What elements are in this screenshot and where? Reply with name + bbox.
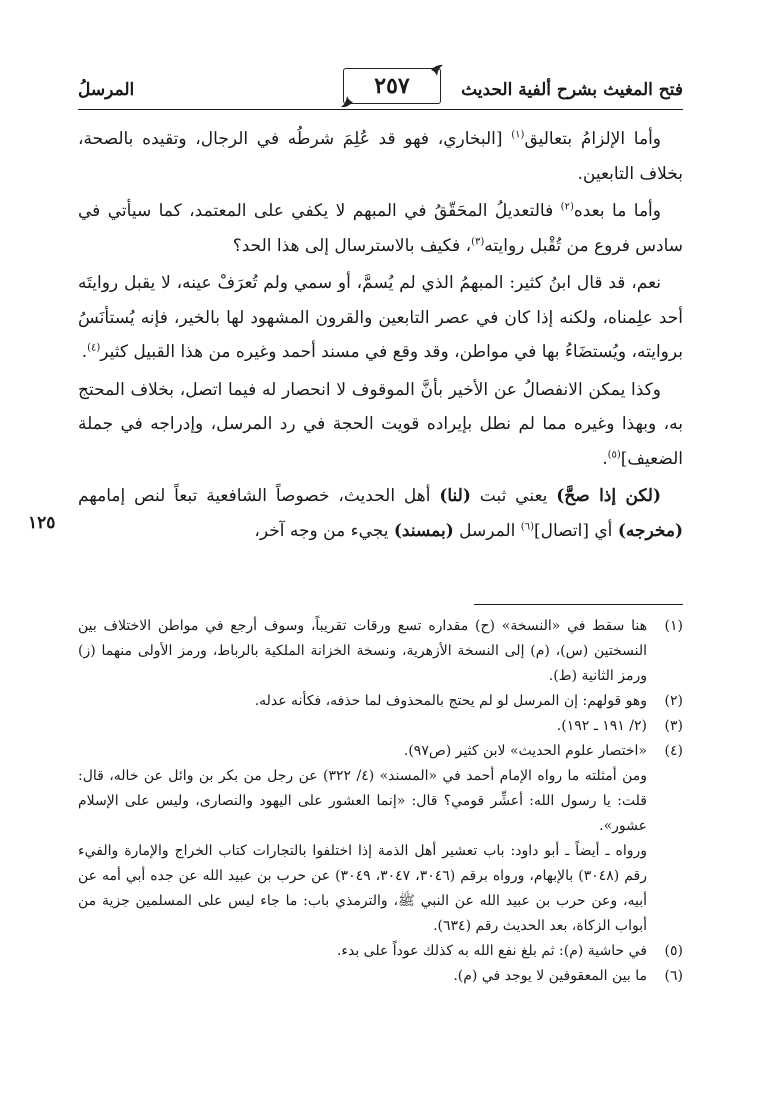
footnote-text: ورواه ـ أيضاً ـ أبو داود: باب تعشير أهل الذمة إذا اختلفوا بالتجارات كتاب الخراج والإمارة والفيء رقم (٣٠٤٨) بالإبهام، ورواه برقم (٣٠٤٦، ٣٠٤٧، ٣٠٤٩) عن حرب بن عبيد الله عن جده أبي أمه عن أبيه، وعن حرب بن عبيد الله عن النبي ﷺ، والترمذي باب: ما جاء ليس على المسلمين جزية من أبواب الزكاة، بعد الحديث رقم (٦٣٤).: [78, 843, 648, 934]
footnote-text: هنا سقط في «النسخة» (ح) مقداره تسع ورقات تقريباً، وسوف أرجع في مواطن الاختلاف بين النسختين (س)، (م) إلى النسخة الأزهرية، ونسخة الخزانة الملكية بالرباط، ورمز الأولى منهما (ز) ورمز الثانية (ط).: [78, 618, 647, 684]
matn-quote: (لنا): [439, 486, 471, 506]
matn-quote: (مخرجه): [617, 520, 683, 541]
paragraph: وأما ما بعده$^{(٢)}$ فالتعديلُ المحَقّقُ في المبهم لا يكفي على المعتمد، كما سيأتي في سادس فروع من تُقْبل روايته$^{(٣)}$، فكيف بالاسترسال إلى هذا الحد؟: [78, 201, 683, 256]
footnote-text: ما بين المعقوفين لا يوجد في (م).: [453, 968, 647, 984]
footnote-number: (٥): [664, 943, 683, 959]
footnote-text: (٢/ ١٩١ ـ ١٩٢).: [556, 718, 647, 734]
footnote: [78, 714, 683, 739]
footnote-number: (٢): [664, 693, 683, 709]
footnote-ref[interactable]: (٦): [520, 520, 534, 532]
footnote-ref[interactable]: (٥): [607, 448, 621, 460]
footnote-text: وهو قولهم: إن المرسل لو لم يحتج بالمحذوف لما حذفه، فكأنه عدله.: [254, 693, 647, 709]
paragraph: وأما الإلزامُ بتعاليق$^{(١)}$ [البخاري، فهو قد عُلِمَ شرطُه في الرجال، وتقيده بالصحة، بخلاف التابعين.: [78, 129, 683, 184]
footnote-number: (١): [664, 618, 683, 634]
footnote: [78, 614, 683, 689]
header-rule: [78, 109, 683, 110]
page-number: ٢٥٧: [374, 73, 410, 99]
footnote-ref[interactable]: (٣): [471, 235, 485, 247]
footnote-separator: [474, 604, 683, 605]
footnote-ref[interactable]: (١): [511, 129, 525, 141]
footnote-number: (٣): [664, 718, 683, 734]
section-title: المرسلُ: [78, 80, 135, 100]
book-title: فتح المغيث بشرح ألفية الحديث: [461, 80, 683, 100]
footnote: [78, 964, 683, 989]
paragraph: (لكن إذا صحَّ) يعني ثبت (لنا) أهل الحديث، خصوصاً الشافعية تبعاً لنص إمامهم (مخرجه) أي [اتصال]$^{(٦)}$ المرسل (بمسند) يجيء من وجه آخر،: [78, 486, 683, 541]
main-text: [78, 122, 683, 551]
matn-quote: (بمسند): [393, 520, 454, 541]
paragraph: وكذا يمكن الانفصالُ عن الأخير بأنَّ الموقوف لا انحصار له فيما اتصل، بخلاف المحتج به، وبهذا وغيره مما لم نطل بإيراده قويت الحجة في رد المرسل، وإدراجه في جملة الضعيف]$^{(٥)}$.: [78, 379, 683, 469]
footnote-text: «اختصار علوم الحديث» لابن كثير (ص٩٧).: [403, 743, 647, 759]
paragraph: نعم، قد قال ابنُ كثير: المبهمُ الذي لم يُسمَّ، أو سمي ولم تُعرَفْ عينه، لا يقبل روايتَه أحد علِمناه، ولكنه إذا كان في عصر التابعين والقرون المشهود لها بالخير، فإنه يُستأنَسُ بروايته، ويُستضَاءُ بها في مواطن، وقد وقع في مسند أحمد وغيره من هذا القبيل كثير$^{(٤)}$.: [78, 273, 683, 362]
footnote-number: (٦): [664, 968, 683, 984]
footnote-ref[interactable]: (٤): [87, 342, 101, 354]
page-number-box: [343, 68, 441, 104]
footnote: [78, 689, 683, 714]
footnotes: [78, 614, 683, 989]
footnote-number: (٤): [664, 743, 683, 759]
footnote-text: ومن أمثلته ما رواه الإمام أحمد في «المسند» (٤/ ٣٢٢) عن رجل من بكر بن وائل عن خاله، قال: قلت: يا رسول الله: أعشِّر قومي؟ قال: «إنما العشور على اليهود والنصارى، وليس على الإسلام عشور».: [78, 768, 648, 834]
running-header: [78, 68, 683, 108]
corner-ornament-icon: [340, 95, 354, 109]
corner-ornament-icon: [430, 63, 444, 77]
matn-quote: (لكن إذا صحَّ): [556, 486, 661, 506]
footnote-text: في حاشية (م): ثم بلغ نفع الله به كذلك عوداً على بدء.: [336, 943, 647, 959]
footnote: [78, 739, 683, 939]
footnote-ref[interactable]: (٢): [560, 201, 574, 213]
margin-number: ١٢٥: [28, 513, 56, 533]
footnote: [78, 939, 683, 964]
